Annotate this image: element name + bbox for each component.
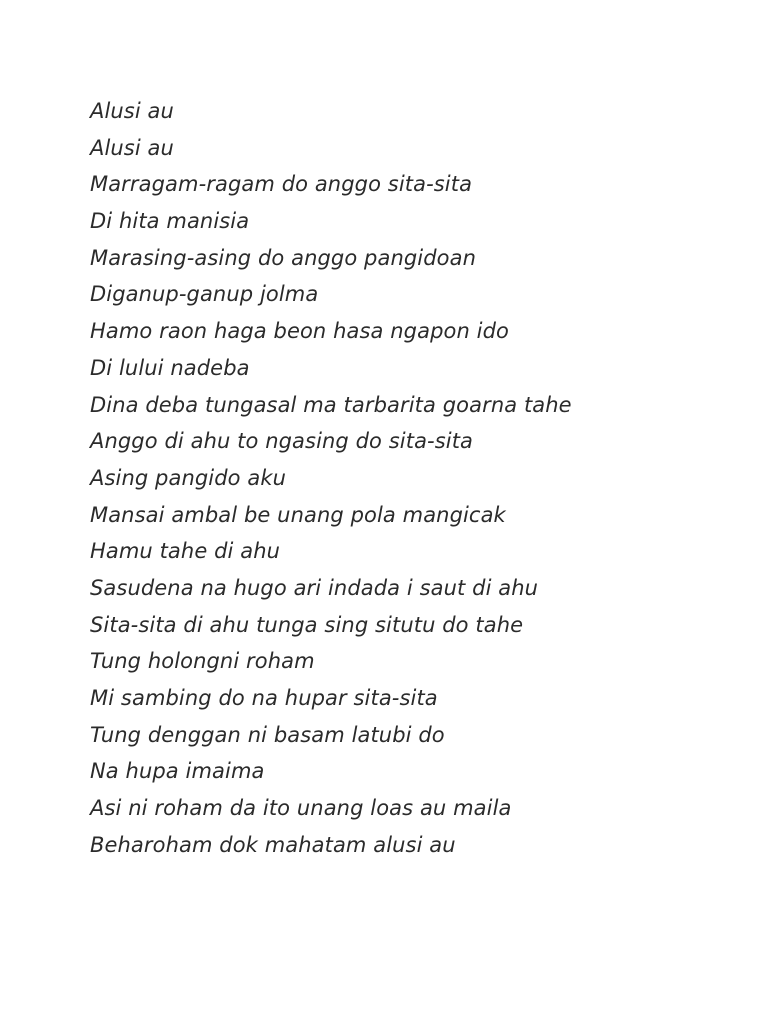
lyric-line: Marragam-ragam do anggo sita-sita — [90, 172, 473, 197]
lyric-line: Asing pangido aku — [90, 465, 287, 490]
lyric-line: Di hita manisia — [90, 209, 250, 234]
lyric-line: Hamo raon haga beon hasa ngapon ido — [90, 319, 509, 344]
lyric-line: Alusi au — [90, 135, 174, 160]
lyric-line: Na hupa imaima — [90, 759, 265, 784]
lyric-line: Di lului nadeba — [90, 355, 250, 380]
lyric-line: Tung holongni roham — [90, 649, 315, 674]
lyric-line: Tung denggan ni basam latubi do — [90, 722, 445, 747]
lyric-line: Asi ni roham da ito unang loas au maila — [90, 796, 512, 821]
lyric-line: Hamu tahe di ahu — [90, 539, 281, 564]
lyric-line: Dina deba tungasal ma tarbarita goarna tahe — [90, 392, 572, 417]
lyric-line: Anggo di ahu to ngasing do sita-sita — [90, 429, 474, 454]
lyrics-text-block — [90, 93, 572, 863]
lyric-line: Marasing-asing do anggo pangidoan — [90, 245, 476, 270]
lyric-line: Alusi au — [90, 99, 174, 123]
lyric-line: Mi sambing do na hupar sita-sita — [90, 686, 438, 710]
lyric-line: Diganup-ganup jolma — [90, 282, 319, 307]
lyric-line: Sita-sita di ahu tunga sing situtu do tahe — [90, 612, 524, 637]
lyric-line: Mansai ambal be unang pola mangicak — [90, 502, 506, 527]
lyric-line: Beharoham dok mahatam alusi au — [90, 832, 456, 857]
lyric-line: Sasudena na hugo ari indada i saut di ahu — [90, 575, 539, 600]
